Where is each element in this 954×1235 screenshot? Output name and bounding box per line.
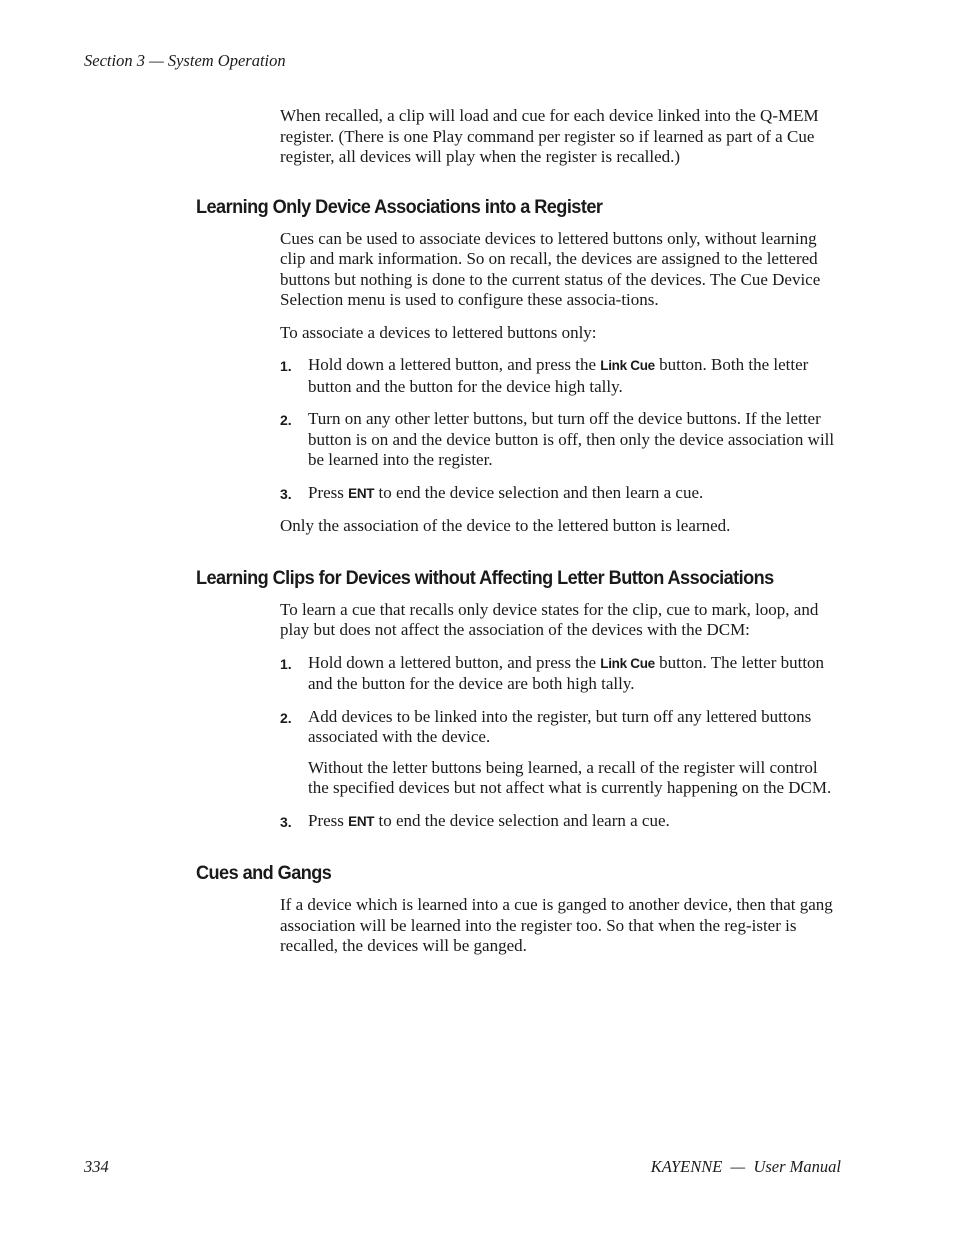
step-text: to end the device selection and learn a cue. bbox=[374, 810, 670, 830]
ent-keyword: ENT bbox=[348, 813, 375, 829]
step-text: Press bbox=[308, 810, 349, 830]
step-number: 1. bbox=[280, 655, 292, 672]
step-text: button. Both the letter button and the button for the device high tally. bbox=[308, 355, 809, 396]
intro-paragraph: When recalled, a clip will load and cue for each device linked into the Q-MEM register. (There is one Play command per register so if learned as part of a Cue register, all devices will play when the register is recalled.) bbox=[280, 106, 819, 166]
section-heading-cues-and-gangs: Cues and Gangs bbox=[196, 862, 332, 884]
step-number: 3. bbox=[280, 485, 292, 502]
step-item bbox=[280, 707, 842, 748]
step-text: Press bbox=[308, 482, 349, 502]
paragraph: If a device which is learned into a cue is ganged to another device, then that gang association will be learned into the register too. So that when the reg-ister is recalled, the devices will be ganged. bbox=[280, 895, 833, 955]
step-item bbox=[280, 355, 842, 397]
page-number: 334 bbox=[84, 1157, 109, 1176]
step-text: button. The letter button and the button for the device are both high tally. bbox=[308, 652, 825, 693]
link-cue-keyword: Link Cue bbox=[600, 358, 655, 373]
paragraph: To associate a devices to lettered buttons only: bbox=[280, 322, 597, 342]
paragraph: Only the association of the device to the lettered button is learned. bbox=[280, 516, 731, 535]
step-text: Hold down a lettered button, and press the bbox=[308, 652, 601, 672]
step-item bbox=[280, 653, 842, 695]
step-number: 3. bbox=[280, 813, 292, 830]
step-text: Add devices to be linked into the register, but turn off any lettered buttons associated with the device. bbox=[308, 706, 812, 746]
step-text: Turn on any other letter buttons, but turn off the device buttons. If the letter button is on and the device button is off, then only the device association will be learned into the register. bbox=[308, 409, 835, 469]
paragraph: Cues can be used to associate devices to lettered buttons only, without learning clip and mark information. So on recall, the devices are assigned to the lettered buttons but nothing is done to the current status of the devices. The Cue Device Selection menu is used to configure these associa-tions. bbox=[280, 228, 821, 309]
step-number: 2. bbox=[280, 709, 292, 726]
ent-keyword: ENT bbox=[348, 485, 375, 501]
step-item bbox=[280, 811, 842, 833]
section-heading-device-associations: Learning Only Device Associations into a Register bbox=[196, 195, 603, 218]
step-text: to end the device selection and then learn a cue. bbox=[374, 482, 704, 502]
step-text: Hold down a lettered button, and press the bbox=[308, 355, 601, 374]
step-item bbox=[280, 483, 842, 505]
section-heading-learning-clips: Learning Clips for Devices without Affecting Letter Button Associations bbox=[196, 566, 774, 589]
page-content bbox=[196, 106, 846, 969]
step-item bbox=[280, 409, 842, 471]
paragraph: To learn a cue that recalls only device states for the clip, cue to mark, loop, and play but does not affect the association of the devices with the DCM: bbox=[280, 599, 819, 639]
link-cue-keyword: Link Cue bbox=[600, 655, 655, 671]
step-sub-paragraph: Without the letter buttons being learned, a recall of the register will control the specified devices but not affect what is currently happening on the DCM. bbox=[308, 757, 832, 797]
step-number: 2. bbox=[280, 412, 292, 428]
running-header: Section 3 — System Operation bbox=[84, 51, 286, 70]
step-number: 1. bbox=[280, 358, 292, 374]
running-footer-title: KAYENNE — User Manual bbox=[650, 1157, 841, 1176]
